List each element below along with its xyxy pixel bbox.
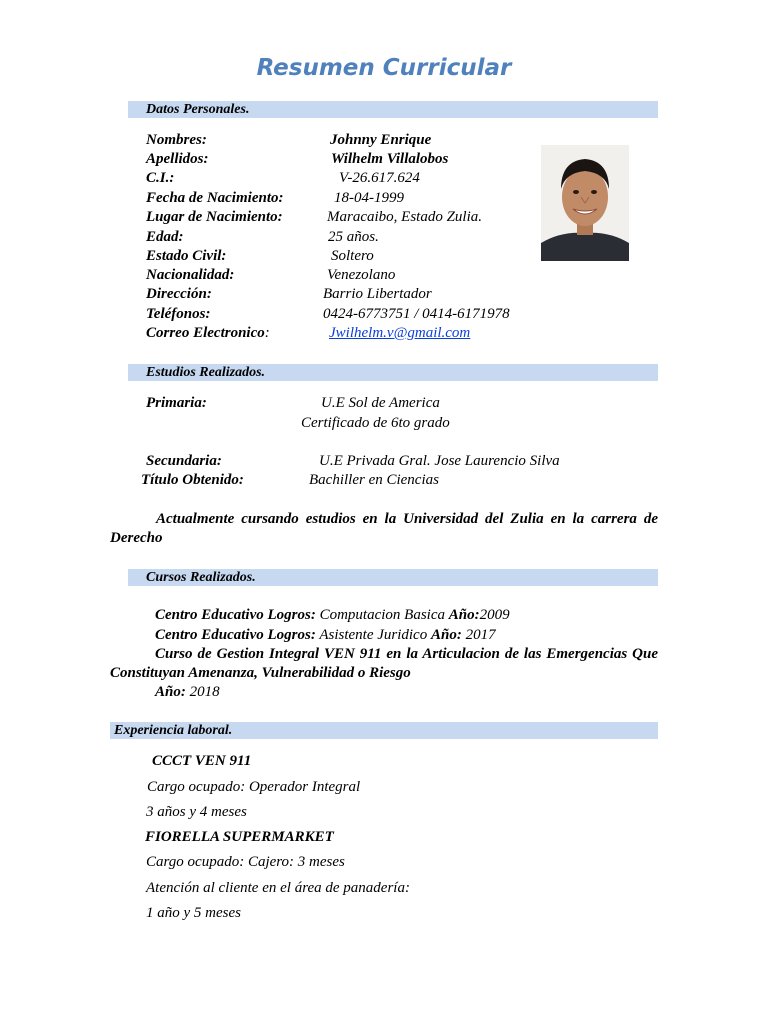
job-1-company: CCCT VEN 911: [152, 753, 252, 769]
job-1-role: Cargo ocupado: Operador Integral: [147, 779, 361, 795]
label-secundaria: Secundaria:: [146, 453, 222, 469]
course-2-year-label: Año:: [430, 627, 462, 643]
value-nacionalidad: Venezolano: [327, 267, 396, 283]
course-1-org: Centro Educativo Logros:: [155, 607, 316, 623]
label-lugar-nacimiento: Lugar de Nacimiento:: [146, 209, 283, 225]
value-nombres: Johnny Enrique: [330, 132, 432, 148]
value-primaria-cert: Certificado de 6to grado: [301, 415, 450, 431]
value-lugar-nacimiento: Maracaibo, Estado Zulia.: [327, 209, 483, 225]
course-3-year-label: Año:: [155, 684, 186, 700]
label-apellidos: Apellidos:: [146, 151, 209, 167]
portrait-illustration: [541, 145, 629, 261]
value-edad: 25 años.: [328, 229, 379, 245]
label-edad: Edad:: [146, 229, 184, 245]
course-1-name: Computacion Basica: [315, 607, 449, 623]
job-2-extra: Atención al cliente en el área de panadería:: [146, 880, 410, 896]
course-3-year: 2018: [185, 684, 220, 700]
section-header-studies: Estudios Realizados.: [128, 364, 658, 381]
value-estado-civil: Soltero: [331, 248, 374, 264]
value-fecha-nacimiento: 18-04-1999: [334, 190, 404, 206]
job-1-time: 3 años y 4 meses: [146, 804, 247, 820]
value-titulo: Bachiller en Ciencias: [309, 472, 439, 488]
course-2: [155, 626, 496, 645]
course-3-name: Curso de Gestion Integral VEN 911 en la Articulacion de las Emergencias Que Constituyan Amenanza, Vulnerabilidad o Riesgo: [110, 646, 658, 681]
course-2-year: 2017: [461, 627, 496, 643]
section-header-experience: Experiencia laboral.: [110, 722, 658, 739]
label-primaria: Primaria:: [146, 395, 207, 411]
label-correo-colon: :: [264, 325, 270, 341]
value-secundaria-school: U.E Privada Gral. Jose Laurencio Silva: [319, 453, 560, 469]
job-2-role: Cargo ocupado: Cajero: 3 meses: [146, 854, 345, 870]
label-estado-civil: Estado Civil:: [146, 248, 227, 264]
section-header-courses: Cursos Realizados.: [128, 569, 658, 586]
job-2-time: 1 año y 5 meses: [146, 905, 241, 921]
value-telefonos: 0424-6773751 / 0414-6171978: [323, 306, 510, 322]
label-correo-text: Correo Electronico: [146, 325, 265, 341]
label-nacionalidad: Nacionalidad:: [146, 267, 235, 283]
page-title: Resumen Curricular: [256, 55, 512, 81]
course-2-org: Centro Educativo Logros:: [155, 627, 316, 643]
current-studies: Actualmente cursando estudios en la Universidad del Zulia en la carrera de Derecho: [110, 511, 658, 546]
email-link[interactable]: Jwilhelm.v@gmail.com: [329, 325, 471, 341]
value-direccion: Barrio Libertador: [323, 286, 432, 302]
label-correo: [146, 324, 270, 343]
course-1-year: 2009: [479, 607, 510, 623]
section-header-personal: Datos Personales.: [128, 101, 658, 118]
label-fecha-nacimiento: Fecha de Nacimiento:: [146, 190, 284, 206]
course-2-name: Asistente Juridico: [315, 627, 431, 643]
value-apellidos: Wilhelm Villalobos: [331, 151, 449, 167]
course-1-year-label: Año:: [448, 607, 480, 623]
value-primaria-school: U.E Sol de America: [321, 395, 440, 411]
course-3-year-row: [155, 683, 220, 702]
job-2-company: FIORELLA SUPERMARKET: [145, 829, 334, 845]
label-nombres: Nombres:: [146, 132, 207, 148]
label-telefonos: Teléfonos:: [146, 306, 211, 322]
course-1: [155, 606, 510, 625]
label-ci: C.I.:: [146, 170, 175, 186]
label-titulo: Título Obtenido:: [141, 472, 244, 488]
label-direccion: Dirección:: [146, 286, 212, 302]
value-ci: V-26.617.624: [339, 170, 420, 186]
profile-photo: [541, 145, 629, 261]
